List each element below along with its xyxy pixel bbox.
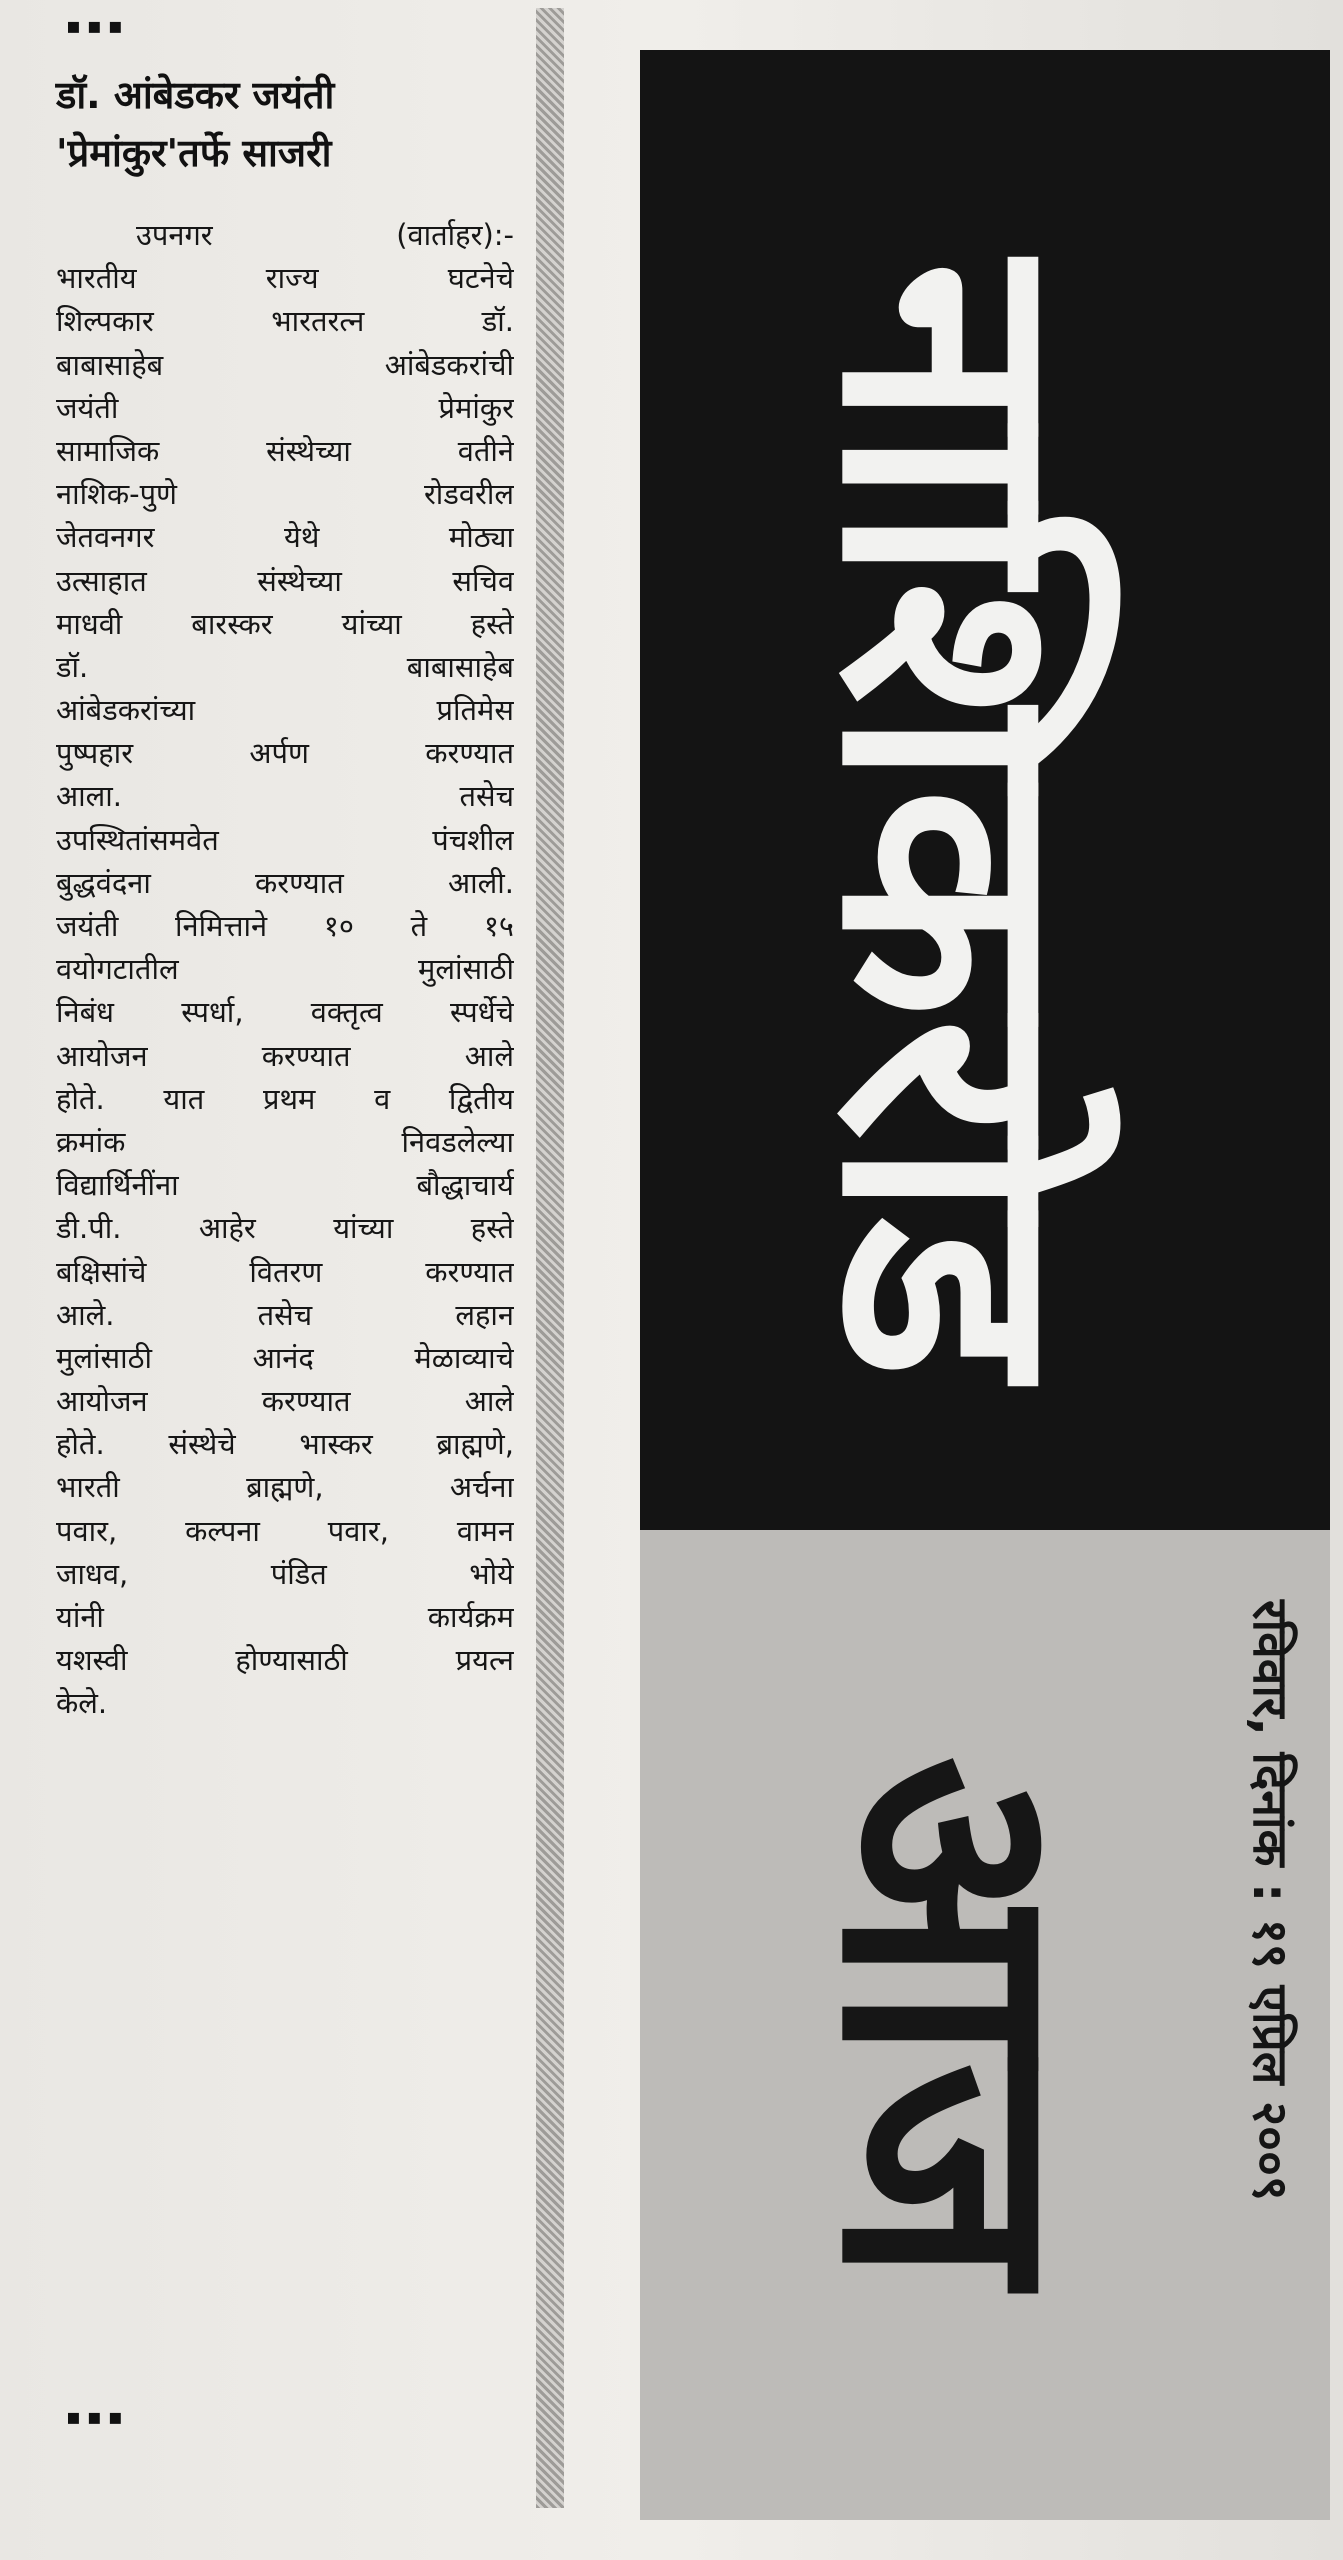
issue-dateline: रविवार, दिनांक : १९ एप्रिल २००९ (1242, 1600, 1298, 2201)
article-body-line: होते. संस्थेचे भास्कर ब्राह्मणे, (56, 1427, 514, 1462)
article-body-line: जाधव, पंडित भोये (56, 1556, 514, 1591)
article-body-line: बाबासाहेब आंबेडकरांची (56, 347, 514, 382)
article-body-line: वयोगटातील मुलांसाठी (56, 952, 514, 987)
article-body-line: आयोजन करण्यात आले (56, 1384, 514, 1419)
article-body-line: डॉ. बाबासाहेब (56, 649, 514, 684)
article-body-line: मुलांसाठी आनंद मेळाव्याचे (56, 1340, 514, 1375)
article-body-line: बुद्धवंदना करण्यात आली. (56, 865, 514, 900)
article-body-line: जेतवनगर येथे मोठ्या (56, 520, 514, 555)
article-body-line: आले. तसेच लहान (56, 1297, 514, 1332)
article-body-line: केले. (56, 1686, 108, 1721)
headline-line-2: 'प्रेमांकुर'तर्फे साजरी (56, 131, 332, 175)
article-body-line: यांनी कार्यक्रम (56, 1600, 514, 1634)
article-body-line: पवार, कल्पना पवार, वामन (56, 1513, 514, 1548)
article-body-line: उत्साहात संस्थेच्या सचिव (56, 563, 514, 598)
article-body-line: पुष्पहार अर्पण करण्यात (56, 736, 514, 771)
article-body-line: उपस्थितांसमवेत पंचशील (56, 822, 514, 857)
article-body-line: क्रमांक निवडलेल्या (56, 1124, 514, 1159)
news-article (50, 10, 520, 2550)
article-body-line: भारती ब्राह्मणे, अर्चना (56, 1470, 514, 1505)
column-divider-rule (536, 8, 564, 2508)
article-body-line: जयंती निमित्ताने १० ते १५ (56, 909, 514, 943)
article-body-line: सामाजिक संस्थेच्या वतीने (56, 433, 514, 468)
article-body-line: होते. यात प्रथम व द्वितीय (56, 1081, 514, 1116)
article-body-line: बक्षिसांचे वितरण करण्यात (56, 1254, 514, 1289)
article-body-line: आयोजन करण्यात आले (56, 1038, 514, 1073)
bottom-bullets: ▪▪▪ (66, 2405, 129, 2430)
article-body-line: आंबेडकरांच्या प्रतिमेस (56, 693, 514, 728)
section-masthead (640, 50, 1330, 2520)
article-body-line: यशस्वी होण्यासाठी प्रयत्न (56, 1643, 514, 1678)
article-body-line: आला. तसेच (56, 779, 514, 814)
article-body-line: विद्यार्थिनींना बौद्धाचार्य (56, 1168, 514, 1203)
article-body-line: निबंध स्पर्धा, वक्तृत्व स्पर्धेचे (56, 995, 514, 1030)
headline-line-1: डॉ. आंबेडकर जयंती (56, 73, 335, 117)
article-body-line: डी.पी. आहेर यांच्या हस्ते (56, 1211, 514, 1246)
article-body-line: उपनगर (वार्ताहर):- (136, 218, 514, 252)
article-body-line: नाशिक-पुणे रोडवरील (56, 477, 514, 512)
article-headline (56, 66, 526, 182)
article-body-line: जयंती प्रेमांकुर (56, 390, 514, 425)
article-body (56, 214, 514, 1726)
article-body-line: माधवी बारस्कर यांच्या हस्ते (56, 606, 514, 641)
masthead-title-aaj: आज (776, 1755, 1125, 2285)
masthead-title-nashikroad: नाशिकरोड (776, 261, 1125, 1379)
article-body-line: शिल्पकार भारतरत्न डॉ. (56, 304, 514, 339)
article-body-line: भारतीय राज्य घटनेचे (56, 261, 514, 296)
top-bullets: ▪▪▪ (66, 14, 129, 39)
